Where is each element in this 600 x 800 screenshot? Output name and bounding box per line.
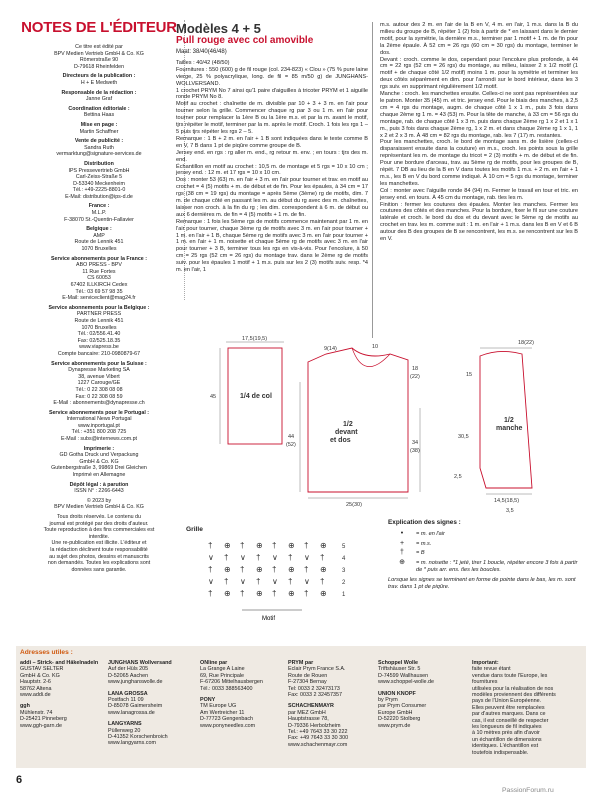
address-line: toutefois indispensable. — [472, 749, 529, 756]
editorial-line: Römerstraße 90 — [79, 57, 119, 64]
editorial-line: E-Mail: serviceclient@mag24.fr — [62, 295, 136, 302]
chart-stitch-icon: ∨ — [240, 553, 246, 562]
chart-stitch-icon: ⊕ — [320, 589, 327, 598]
editorial-line: Tél.: +49-2225-8801-0 — [72, 187, 126, 194]
editorial-line: Tous droits réservés. Le contenu du — [57, 514, 141, 520]
dim-sleeve-height: 30,5 — [458, 434, 469, 440]
address-company: SCHACHENMAYR — [288, 703, 334, 710]
chart-stitch-icon: † — [304, 589, 309, 598]
dim-sleeve-35: 3,5 — [506, 508, 514, 514]
address-line: D-52065 Aachen — [108, 672, 149, 679]
page-number: 6 — [16, 774, 23, 786]
editorial-block — [18, 446, 180, 479]
chart-row-number: 4 — [342, 556, 346, 562]
editorial-line: non demandés. Toutes les explications sont — [47, 560, 151, 567]
editorial-block — [18, 305, 180, 358]
legend-item — [388, 541, 578, 548]
address-line: www.schoppel-wolle.de — [378, 679, 435, 686]
legend-text: = m.s. — [416, 540, 432, 547]
address-line: faite revue étant — [472, 666, 511, 673]
address-entry — [200, 697, 286, 729]
editorial-line: CS 60053 — [87, 275, 111, 282]
editorial-block-heading: Distribution — [84, 160, 114, 167]
address-entry — [200, 660, 286, 692]
address-column — [378, 660, 468, 734]
address-line: identiques. L'échantillon est — [472, 743, 539, 750]
chart-stitch-icon: ⊕ — [256, 589, 263, 598]
address-column — [288, 660, 376, 753]
chart-stitch-icon: † — [272, 565, 277, 574]
legend-item — [388, 531, 578, 538]
editorial-block-heading: Vente de publicité : — [74, 138, 124, 145]
motif-label: Motif — [262, 616, 276, 622]
chart-label: Grille — [186, 526, 203, 533]
address-entry — [378, 660, 468, 686]
editorial-line: Bettina Haas — [83, 112, 115, 119]
editorial-line: © 2023 by — [86, 497, 112, 504]
addresses-title: Adresses utiles : — [20, 649, 73, 656]
editorial-line: 1070 Bruxelles — [81, 246, 117, 253]
chart-stitch-icon: † — [208, 589, 213, 598]
editorial-line: E-Mail: distribution@ips-d.de — [65, 193, 133, 200]
chart-stitch-icon: † — [208, 565, 213, 574]
address-entry — [472, 660, 582, 756]
editorial-line: 1070 Bruxelles — [81, 324, 117, 331]
address-entry — [378, 691, 468, 729]
editorial-block-heading: Mise en page : — [80, 121, 118, 128]
address-column — [472, 660, 582, 761]
sleeve-label: 1/2 manche — [496, 417, 523, 432]
editorial-line: Carl-Zeiss-Straße 5 — [75, 174, 123, 181]
editorial-block-heading: Service abonnements pour le Portugal : — [48, 409, 150, 416]
editorial-line: PARTNER PRESS — [76, 311, 122, 318]
legend-item — [388, 550, 578, 557]
legend-symbol-icon: + — [399, 539, 405, 547]
address-line: www.schachenmayr.com — [288, 741, 348, 748]
address-line: D-52220 Stolberg — [378, 716, 421, 723]
watermark: PassionForum.ru — [502, 787, 554, 794]
editorial-block — [18, 106, 180, 119]
dim-shoulder: 10 — [372, 344, 379, 350]
editorial-line: Toute reproduction à des fins commerciales est — [43, 527, 155, 534]
editorial-line: Tél.: 03 69 57 98 35 — [75, 288, 123, 295]
chart-row-number: 2 — [342, 580, 346, 586]
chart-stitch-icon: ∨ — [272, 577, 278, 586]
editorial-line: interdite. — [88, 533, 110, 540]
address-line: 69, Rue Principale — [200, 672, 245, 679]
chart-stitch-icon: † — [288, 577, 293, 586]
dim-neck: 9(14) — [324, 346, 337, 352]
address-line: fournitures — [472, 679, 498, 686]
address-line: 58762 Altena — [20, 685, 52, 692]
editorial-title: NOTES DE L'ÉDITEUR — [21, 19, 177, 36]
editorial-block-heading: Belgique : — [86, 226, 112, 233]
editorial-block-heading: Coordination éditoriale : — [68, 105, 130, 112]
dim-52: (52) — [286, 442, 296, 448]
sleeve-piece — [454, 340, 534, 514]
address-line: Am Wertreicher 11 — [200, 709, 245, 716]
address-company: ggh — [20, 703, 30, 710]
address-line: D-74599 Wallhausen — [378, 672, 429, 679]
legend-text: = m. en l'air — [416, 530, 445, 537]
dim-44: 44 — [288, 434, 295, 440]
instruction-paragraph: Pour les manchettes, croch. le bord de montage sans m. de lisière (celles-ci disparaissent ensuite dans la couture) en m.s., croch. les points sous la grille représentant les m. de montage du tricot = 2 (3) motifs + m. de début et de fin. Pour une bordure d'arceau, trav. au 5ème rg de motifs, pour les groupes de B, répét. 7 DB au lieu de la B en V dans toutes les motifs 1 m.s. + 2 m. en l'air + 1 m.s., les B en V du bord comme indiqué. À 10 cm = 5 rgs du montage, terminer les manchettes. — [380, 139, 578, 187]
legend-text: = B — [416, 550, 425, 557]
instruction-paragraph: Col : monter avec l'aiguille ronde 84 (94) m. Fermer le travail en tour et tric. en jersey end. en tours. À 45 cm du montage, rab. tles les m. — [380, 187, 578, 201]
address-line: by Prym — [378, 697, 398, 704]
editorial-line: Imprimé en Allemagne — [72, 472, 126, 479]
address-company: JUNGHANS Wollversand — [108, 660, 172, 666]
editorial-line: D-79618 Rheinfelden — [73, 63, 125, 70]
address-line: La Grange A Laine — [200, 666, 245, 673]
address-entry — [288, 703, 376, 748]
legend-text: = m. noisette : *1 jeté, tirer 1 boucle, répéter encore 3 fois à partir de * puis arr. ens. tles les boucles. — [416, 560, 578, 573]
body-piece — [286, 344, 420, 508]
editorial-line: www.inportugal.pt — [78, 422, 120, 429]
chart-stitch-icon: ∨ — [208, 553, 214, 562]
address-entry — [288, 660, 376, 698]
editorial-line: F-38070 St.-Quentin-Fallavier — [64, 216, 134, 223]
address-line: modèles proviennent des différents — [472, 692, 556, 699]
instruction-paragraph: Motif au crochet : chaînette de m. divisible par 10 + 3 + 3 m. en l'air pour tourner selon la grille. Commencer chaque rg par 3 ou 1 m. en l'air pour tourner pour remplacer la 1ère B ou la 1ère m.s. et par la m. avant le motif, tjrs répéter le motif, terminer par la m. après le motif. Croch. 1 fois les rgs 1 – 5 puis tjrs répéter les rgs 2 – 5. — [176, 101, 368, 135]
address-line: Eclair Prym France S.A. — [288, 666, 346, 673]
address-line: par d'autres marques. Dans ce — [472, 711, 546, 718]
address-line: Hauptstrasse 78, — [288, 716, 329, 723]
address-line: D-85078 Gaimersheim — [108, 703, 163, 710]
editorial-block — [18, 122, 180, 135]
dim-width: 25(30) — [346, 502, 362, 508]
editorial-line: GD Gotha Druck und Verpackung — [59, 452, 139, 459]
chart-stitch-icon: † — [240, 541, 245, 550]
chart-stitch-icon: † — [304, 565, 309, 574]
editorial-line: la rédaction déclinent toute responsabilité — [50, 546, 148, 553]
dim-sleeve-25: 2,5 — [454, 474, 462, 480]
editorial-block — [18, 90, 180, 103]
address-line: www.ponyneedles.com — [200, 722, 256, 729]
editorial-line: Fax: 02/525.18.35 — [77, 337, 121, 344]
chart-stitch-icon: ∨ — [304, 577, 310, 586]
address-line: Fax: +49 7643 33 30 300 — [288, 735, 349, 742]
editorial-block — [18, 138, 180, 158]
editorial-line: E-Mail : subs@internews.com.pt — [60, 436, 138, 443]
editorial-line: GmbH & Co. KG — [79, 458, 119, 465]
editorial-line: Route de Lennik 451 — [74, 239, 124, 246]
chart-stitch-icon: ⊕ — [256, 565, 263, 574]
address-line: www.junghanswolle.de — [108, 679, 163, 686]
address-line: pays de l'Union Européenne. — [472, 698, 542, 705]
chart-stitch-icon: ⊕ — [288, 565, 295, 574]
body-label: 1/2 devant et dos — [330, 421, 358, 444]
pattern-instructions-right — [380, 22, 578, 243]
address-entry — [108, 660, 196, 686]
address-line: www.addi.de — [20, 692, 51, 699]
instruction-paragraph: Tailles : 40/42 (48/50) — [176, 59, 230, 66]
editorial-block-heading: Imprimerie : — [83, 445, 115, 452]
chart-stitch-icon: ⊕ — [320, 541, 327, 550]
editorial-block — [18, 226, 180, 252]
pattern-title: Modèles 4 + 5 — [176, 21, 261, 36]
editorial-block — [18, 498, 180, 511]
editorial-line: Janne Graf — [85, 96, 113, 103]
instruction-paragraph: Jersey end. en rgs : rg aller m. end., rg retour m. env. ; en tours : tjrs des m. end. — [176, 149, 368, 163]
chart-stitch-icon: ∨ — [304, 553, 310, 562]
editorial-line: Gutenbergstraße 3, 99869 Drei Gleichen — [51, 465, 147, 472]
instruction-paragraph: 1 crochet PRYM No 7 ainsi qu'1 paire d'aiguilles à tricoter PRYM et 1 aiguille ronde PRYM No 8. — [176, 87, 368, 101]
address-column — [20, 660, 104, 734]
address-entry — [20, 703, 104, 729]
chart-row-number: 5 — [342, 544, 346, 550]
chart-stitch-icon: † — [256, 553, 261, 562]
collar-label: 1/4 de col — [240, 393, 272, 400]
chart-row-number: 1 — [342, 592, 346, 598]
dim-sleeve-bottom: 14,5(18,5) — [494, 498, 520, 504]
chart-stitch-icon: ⊕ — [224, 565, 231, 574]
address-column — [108, 660, 196, 752]
editorial-block — [18, 514, 180, 573]
editorial-line: Tél.: 02/556.41.40 — [77, 331, 121, 338]
legend-title: Explication des signes : — [388, 519, 461, 526]
address-line: GUSTAV SELTER — [20, 666, 64, 673]
instruction-paragraph: Fournitures : 550 (600) g de fil rouge (col. 234-823) « Clou » (75 % pure laine vierge, 25 % polyacrylique, long. de fil = 85 m/50 g) de JUNGHANS-WOLLVERSAND. — [176, 66, 368, 87]
address-line: Auf der Hüls 205 — [108, 666, 149, 673]
editorial-block-heading: Service abonnements pour la France : — [51, 255, 147, 262]
editorial-line: Martin Schaffner — [79, 128, 119, 135]
chart-stitch-icon: † — [288, 553, 293, 562]
editorial-line: H + E Medweth — [80, 79, 118, 86]
instruction-paragraph: Échantillon en motif au crochet : 10,5 m. de montage et 5 rgs = 10 x 10 cm ; jersey end. : 12 m. et 17 rgs = 10 x 10 cm. — [176, 163, 368, 177]
address-company: LANA GROSSA — [108, 690, 148, 697]
legend-symbol-icon: ⊕ — [399, 559, 405, 567]
address-entry — [20, 660, 104, 698]
editorial-line: Ce titre est édité par — [75, 44, 123, 50]
instruction-paragraphs — [380, 22, 578, 243]
address-entry — [108, 691, 196, 717]
editorial-block-heading: Service abonnements pour la Suisse : — [51, 360, 147, 367]
chart-stitch-icon: ∨ — [240, 577, 246, 586]
editorial-block — [18, 161, 180, 201]
chart-stitch-icon: † — [304, 541, 309, 550]
legend-symbol-icon: • — [400, 529, 404, 537]
column-divider — [372, 22, 373, 338]
address-company: Important: — [472, 660, 499, 666]
address-line: Mühlenstr. 74 — [20, 709, 53, 716]
editorial-block — [18, 482, 180, 495]
editorial-line: IPS Pressevertrieb GmbH — [68, 167, 130, 174]
chart-stitch-icon: ⊕ — [288, 541, 295, 550]
editorial-line: Tél.: 0 22 308 08 08 — [75, 386, 123, 393]
address-line: Püllenweg 20 — [108, 727, 141, 734]
chart-stitch-icon: † — [224, 577, 229, 586]
chart-stitch-icon: † — [208, 541, 213, 550]
editorial-line: Route de Lennik 451 — [74, 317, 124, 324]
address-line: D-77723 Gengenbach — [200, 716, 254, 723]
dim-collar-height: 45 — [210, 394, 217, 400]
pattern-schematic — [180, 318, 580, 514]
address-company: PRYM par — [288, 660, 314, 666]
editorial-line: 1227 Carouge/GE — [77, 380, 121, 387]
address-line: par Prym Consumer — [378, 703, 427, 710]
editorial-line: Compte bancaire: 210-0980879-67 — [57, 350, 141, 357]
address-line: D-25421 Pinneberg — [20, 716, 67, 723]
address-company: PONY — [200, 697, 216, 704]
chart-stitch-icon: ⊕ — [224, 541, 231, 550]
editorial-line: M.L.P. — [91, 210, 107, 217]
address-line: un échantillon de dimensions — [472, 736, 542, 743]
editorial-line: ISSN N° : 2266-6443 — [74, 488, 124, 495]
chart-rows — [208, 541, 346, 598]
editorial-line: au sujet des photos, dessins et manuscrits — [49, 553, 149, 560]
address-line: www.langyarns.com — [108, 740, 156, 747]
address-line: GmbH & Co. KG — [20, 672, 60, 679]
address-line: par MEZ GmbH — [288, 709, 326, 716]
address-company: Schoppel Wolle — [378, 660, 419, 666]
address-line: Elles peuvent être remplacées — [472, 704, 545, 711]
address-column — [200, 660, 286, 734]
editorial-notes — [18, 20, 180, 576]
editorial-line: E-Mail : abonnements@dynapresse.ch — [53, 400, 145, 407]
editorial-line: ABO PRESS - BPV — [76, 262, 122, 269]
chart-stitch-icon: ∨ — [272, 553, 278, 562]
address-line: D-79336 Herbolzheim — [288, 722, 341, 729]
address-company: UNION KNOPF — [378, 690, 416, 697]
address-company: LANGYARNS — [108, 721, 142, 728]
instruction-paragraph: Remarque : 1 fois les 5ème rgs de motifs commence maintenant par 1 m. en l'air pour tourner, chaque 3ème rg de motifs avec 3 m. en l'air pour tourner + 1 m. en l'air + 1 B, chaque 5ème rg de motifs avec 3 m. en l'air pour tourner + 1 m. en l'air + 1 m. noisette et chaque 5ème rg de motifs avec 3 m. en l'air pour tourner + 3 B, terminer tous les rgs en vis-à-vis. Pour l'encolure, à 50 cm = 25 rgs (52 cm = 26 rgs) du montage trav. dans le 2ème rg de motifs suiv. pour les épaules 1 motif + 1 m.s. puis sur les 2 (3) motifs suiv. resp. *4 m. en l'air, 1 — [176, 218, 368, 274]
editorial-block — [18, 73, 180, 86]
address-line: Fax: 0033 2 32457357 — [288, 692, 342, 699]
editorial-line: 38, avenue Vibert — [78, 373, 120, 380]
address-line: Tel.: +49 7643 33 30 222 — [288, 729, 348, 736]
editorial-line: journal est protégé par des droits d'auteur. — [49, 520, 149, 527]
dim-34: 34 — [412, 440, 419, 446]
address-company: ONline par — [200, 660, 228, 666]
chart-stitch-icon: ⊕ — [288, 589, 295, 598]
address-entry — [108, 721, 196, 747]
legend-item — [388, 560, 578, 574]
legend-note: Lorsque les signes se terminent en forme de pointe dans le bas, les m. sont trav. dans 1 pt de piqûre. — [388, 576, 576, 590]
chart-stitch-icon: † — [256, 577, 261, 586]
dim-18: 18 — [412, 366, 419, 372]
address-line: Postfach 11 09 — [108, 697, 144, 704]
address-line: D-41352 Korschenbroich — [108, 734, 168, 741]
editorial-line: D-53340 Meckenheim — [73, 180, 125, 187]
editorial-block — [18, 256, 180, 302]
instruction-paragraph: m.s. autour des 2 m. en l'air de la B en V, 4 m. en l'air, 1 m.s. dans la B du milieu du groupe de B, répéter 1 (2) fois à partir de * en laissant dans le dernier motif, pour la symétrie, la dernière m.s., terminer par 1 motif + 1 m. de fin pour la 2ème épaule. À 52 cm = 26 rgs (60 cm = 30 rgs) du montage, terminer le dos. — [380, 22, 578, 56]
editorial-block-heading: Directeurs de la publication : — [62, 73, 136, 80]
editorial-line: données sans garantie. — [71, 566, 127, 573]
chart-stitch-icon: ⊕ — [256, 541, 263, 550]
editorial-block — [18, 44, 180, 70]
chart-stitch-icon: ⊕ — [224, 589, 231, 598]
address-line: www.ggh-garn.de — [20, 722, 62, 729]
editorial-line: AMP — [93, 232, 105, 239]
editorial-line: Une re-publication est illicite. L'éditeur et — [51, 540, 147, 547]
instruction-paragraph: Devant : croch. comme le dos, cependant pour l'encolure plus profonde, à 44 cm = 22 rgs (52 cm = 26 rgs) du montage, au milieu, laisser 2 x 1/2 motif (1 motif + de chaque côté 1/2 motif) moins 1 m. pour la symétrie et terminer les deux côtés séparément en dim. pour l'arrondi sur le bord intérieur, dans les 3 rgs suiv. en supprimant régulièrement 1/2 motif. — [380, 56, 578, 91]
chart-stitch-icon: † — [320, 577, 325, 586]
dim-collar-width: 17,5(19,5) — [242, 336, 268, 342]
address-line: vendue dans toute l'Europe, les — [472, 672, 548, 679]
instruction-paragraph: Manche : croch. les manchettes ensuite. Celles-ci ne sont pas représentées sur le patron. Monter 35 (45) m. et tric. jersey end. Pour le biais des manches, à 2,5 cm = 4 rgs du montage, augm. de chaque côté 1 x 1 m., puis 3 fois dans chaque 2ème rg 1 m. = 43 (53) m. Pour la tête de manche, à 33 cm = 56 rgs du montage, rab. de chaque côté 1 x 3 m. puis dans chaque 2ème rg 1 x 2 et 1 x 1 m., puis 3 fois dans chaque 2ème rg, 1 x 2 m. et dans chaque 2ème rg 1 x 1, 1 x 2 et 2 x 3 m. À 48 cm = 82 rgs du montage, rab. les 7 (17) m. restantes. — [380, 91, 578, 139]
address-line: www.prym.de — [378, 722, 411, 729]
address-line: utilisées pour la réalisation de nos — [472, 685, 554, 692]
chart-stitch-icon: † — [240, 589, 245, 598]
editorial-line: BPV Medien Vertrieb GmbH & Co. KG — [54, 504, 144, 511]
instruction-paragraph: Dos : monter 53 (63) m. en l'air + 3 m. en l'air pour tourner et trav. en motif au crochet = 4 (5) motifs + m. de début et de fin. Pour les épaules, à 34 cm = 17 rgs (38 cm = 19 rgs) du montage = après 5ème (3ème) rg de motifs, dim. 7 m. de chaque côté en passant les m. au début du rg avec des m. chaînettes, laisser non croch. à la fin du rg ; les dim. correspondent à 6 m. de début ou aux 6 dernières m. de fin = 4 (5) motifs + 1 m. de fin. — [176, 177, 368, 218]
chart-stitch-icon: † — [240, 565, 245, 574]
editorial-block — [18, 203, 180, 223]
editorial-blocks — [18, 44, 180, 573]
editorial-line: www.viapress.be — [79, 344, 119, 351]
legend-items — [388, 531, 578, 574]
useful-addresses — [16, 646, 586, 768]
address-line: Route de Rouen — [288, 672, 328, 679]
pattern-instructions-left — [176, 22, 368, 274]
address-line: F-27304 Bernay — [288, 679, 327, 686]
editorial-block-heading: France : — [88, 203, 110, 210]
dim-sleeve-15: 15 — [466, 372, 473, 378]
instruction-paragraphs — [176, 60, 368, 274]
chart-stitch-icon: ∨ — [208, 577, 214, 586]
collar-piece — [210, 336, 284, 444]
chart-stitch-icon: † — [272, 541, 277, 550]
crochet-chart — [182, 520, 382, 626]
editorial-block-heading: Service abonnements pour la Belgique : — [48, 304, 150, 311]
address-line: cas, il est conseillé de respecter — [472, 717, 549, 724]
symbol-legend — [388, 520, 578, 590]
editorial-line: Dynapresse Marketing SA — [68, 367, 130, 374]
editorial-block-heading: Dépôt légal : à parution — [69, 481, 129, 488]
dim-sleeve-top: 18(22) — [518, 340, 534, 346]
dim-22: (22) — [410, 374, 420, 380]
editorial-line: 67402 ILLKIRCH Cedex — [70, 282, 128, 288]
chart-stitch-icon: † — [320, 553, 325, 562]
editorial-line: 11 Rue Fortes — [82, 268, 116, 275]
address-company: addi – Strick- and Häkelnadeln — [20, 660, 99, 666]
address-line: F-67206 Mittelhausbergen — [200, 679, 263, 686]
chart-stitch-icon: ⊕ — [320, 565, 327, 574]
address-line: les longueurs de fil indiquées — [472, 724, 542, 731]
address-line: Triftshäuser Str. 5 — [378, 666, 421, 673]
address-line: TM Europe UG — [200, 703, 237, 710]
editorial-line: BPV Medien Vertrieb GmbH & Co. KG — [54, 50, 144, 57]
editorial-block — [18, 361, 180, 407]
address-line: à 10 mètres près afin d'avoir — [472, 730, 540, 737]
address-line: Tél.: 0033 388563400 — [200, 685, 253, 692]
address-line: Tel: 0033 2 32473173 — [288, 685, 340, 692]
chart-stitch-icon: † — [272, 589, 277, 598]
legend-symbol-icon: † — [400, 549, 404, 557]
editorial-block — [18, 410, 180, 443]
editorial-line: Tél.: +351 800 208 725 — [71, 429, 127, 436]
pattern-subtitle: Pull rouge avec col amovible — [176, 35, 314, 46]
dim-38: (38) — [410, 448, 420, 454]
instruction-paragraph: Remarque : 1 B + 2 m. en l'air + 1 B sont indiquées dans le texte comme B en V, 7 B dans 1 pt de piqûre comme groupe de B. — [176, 135, 368, 149]
editorial-line: Fax: 0 22 308 08 59 — [75, 393, 123, 400]
editorial-block-heading: Responsable de la rédaction : — [61, 89, 137, 96]
crochet-symbol-grid — [202, 540, 362, 624]
pattern-size: Maat: 38/40(46/48) — [176, 49, 227, 55]
editorial-line: vermarktung@signature-services.de — [56, 151, 142, 158]
chart-row-number: 3 — [342, 568, 346, 574]
editorial-line: Sandra Ruth — [84, 144, 114, 151]
chart-stitch-icon: † — [224, 553, 229, 562]
editorial-line: International News Portugal — [66, 416, 132, 423]
instruction-paragraph: Finition : fermer les coutures des épaules. Monter les manches. Fermer les coutures des côtés et des manches. Pour la bordure, fixer le fil sur une couture latérale et croch. le bord du dos et du devant avec le 5ème rg de motifs au crochet en trav. les m. comme suit : 1 m. en l'air + 1 m.s. dans les B en V et 6 B autour des B des groupes de B se rencontrent, les m.s. se rencontrent sur les B en V. — [380, 201, 578, 243]
address-line: Hauptstr. 2-6 — [20, 679, 51, 686]
address-line: Europe GmbH — [378, 709, 413, 716]
address-line: www.lanagrossa.de — [108, 709, 155, 716]
